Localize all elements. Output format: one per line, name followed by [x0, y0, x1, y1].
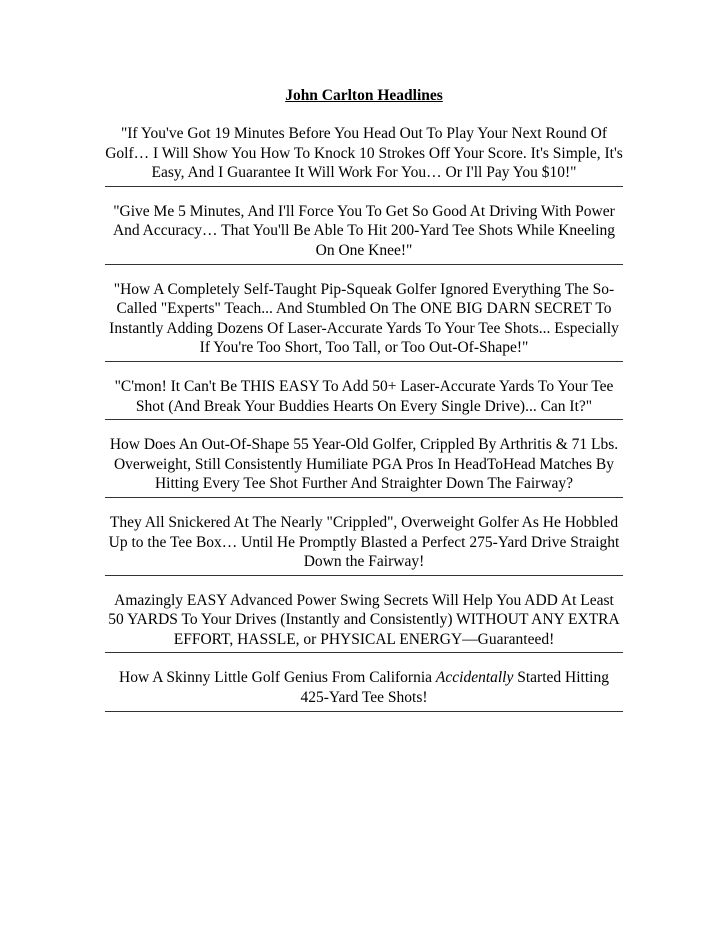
- headline-8-before: How A Skinny Little Golf Genius From California: [119, 669, 436, 687]
- headline-4: "C'mon! It Can't Be THIS EASY To Add 50+ Laser-Accurate Yards To Your Tee Shot (And Break Your Buddies Hearts On Every Single Drive)... Can It?": [105, 377, 623, 420]
- headline-8-after: Started Hitting 425-Yard Tee Shots!: [300, 669, 609, 707]
- headline-7: Amazingly EASY Advanced Power Swing Secrets Will Help You ADD At Least 50 YARDS To Your Drives (Instantly and Consistently) WITHOUT ANY EXTRA EFFORT, HASSLE, or PHYSICAL ENERGY—Guaranteed!: [105, 591, 623, 654]
- headline-5: How Does An Out-Of-Shape 55 Year-Old Golfer, Crippled By Arthritis & 71 Lbs. Overweight, Still Consistently Humiliate PGA Pros In HeadToHead Matches By Hitting Every Tee Shot Further And Straighter Down The Fairway?: [105, 435, 623, 498]
- headline-1: "If You've Got 19 Minutes Before You Head Out To Play Your Next Round Of Golf… I Will Show You How To Knock 10 Strokes Off Your Score. It's Simple, It's Easy, And I Guarantee It Will Work For You… Or I'll Pay You $10!": [105, 124, 623, 187]
- headline-6: They All Snickered At The Nearly "Crippled", Overweight Golfer As He Hobbled Up to the Tee Box… Until He Promptly Blasted a Perfect 275-Yard Drive Straight Down the Fairway!: [105, 513, 623, 576]
- headline-3: "How A Completely Self-Taught Pip-Squeak Golfer Ignored Everything The So-Called "Experts" Teach... And Stumbled On The ONE BIG DARN SECRET To Instantly Adding Dozens Of Laser-Accurate Yards To Your Tee Shots... Especially If You're Too Short, Too Tall, or Too Out-Of-Shape!": [105, 280, 623, 362]
- headline-8: [105, 668, 623, 711]
- headline-2: "Give Me 5 Minutes, And I'll Force You To Get So Good At Driving With Power And Accuracy… That You'll Be Able To Hit 200-Yard Tee Shots While Kneeling On One Knee!": [105, 202, 623, 265]
- headline-8-emphasis: Accidentally: [435, 669, 514, 687]
- document-page: [105, 86, 623, 727]
- document-title: John Carlton Headlines: [285, 87, 443, 104]
